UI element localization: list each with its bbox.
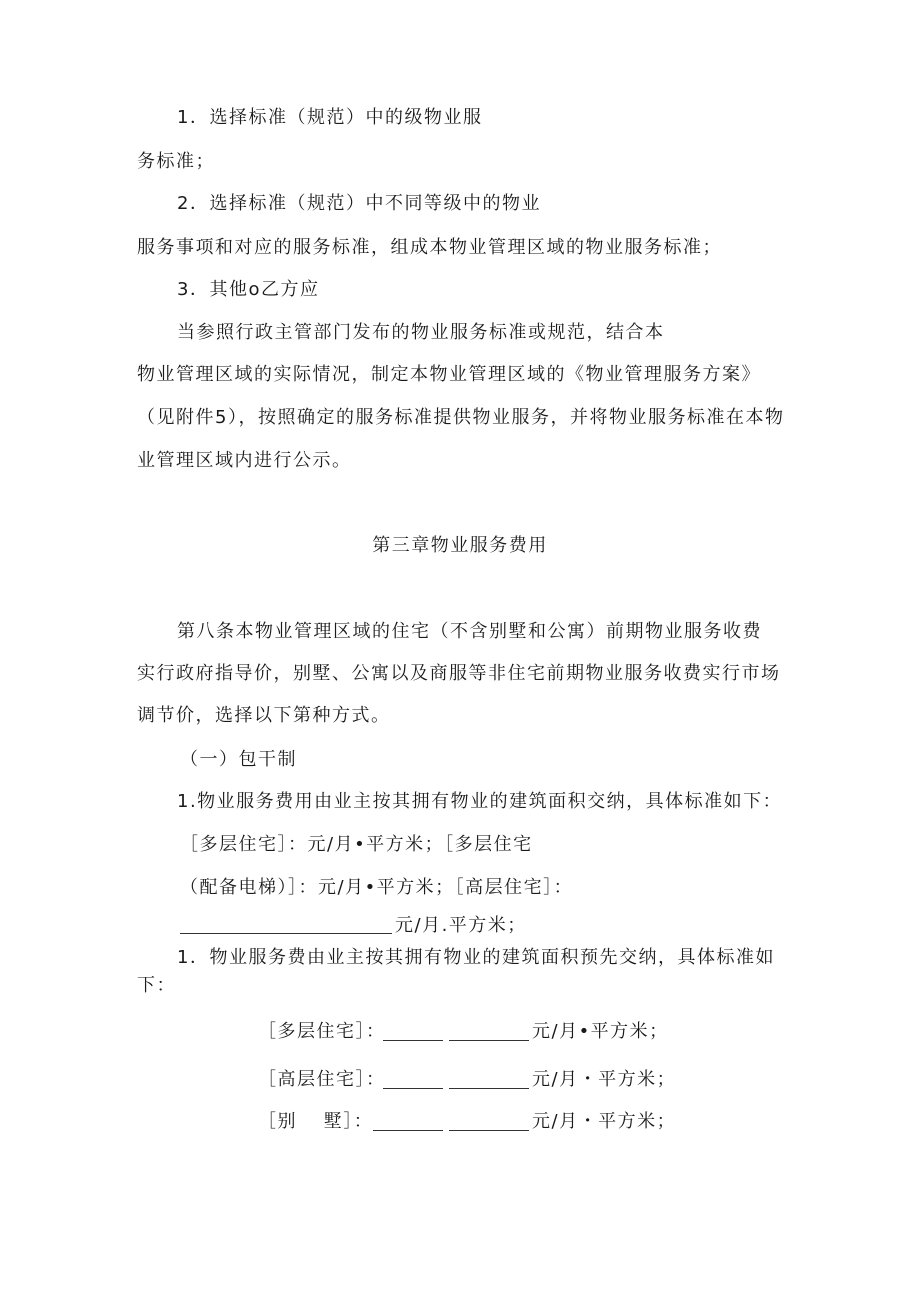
article-8-line-2: 实行政府指导价，别墅、公寓以及商服等非住宅前期物业服务收费实行市场 [137,663,781,684]
rate-row-unit: 元/月・平方米； [532,1069,677,1090]
rate-row-unit: 元/月•平方米； [532,1021,669,1042]
item-1-line-1: 1．选择标准（规范）中的级物业服 [177,107,483,128]
fee-1-line-2: ［多层住宅］：元/月•平方米；［多层住宅 [180,834,533,855]
article-8-line-1: 第八条本物业管理区域的住宅（不含别墅和公寓）前期物业服务收费 [177,621,762,642]
blank-line [180,933,392,934]
paragraph-line-3: （见附件5），按照确定的服务标准提供物业服务，并将物业服务标准在本物 [137,407,785,428]
fee-1-line-3: （配备电梯）］：元/月•平方米；［高层住宅］： [180,877,574,898]
option-lump-sum: （一）包干制 [180,749,297,770]
fee-1-line-1: 1.物业服务费用由业主按其拥有物业的建筑面积交纳，具体标准如下： [177,791,783,812]
rate-row-unit: 元/月・平方米； [532,1111,677,1132]
rate-row-label: ［多层住宅］： [258,1021,386,1042]
paragraph-line-4: 业管理区域内进行公示。 [137,450,352,471]
blank-line [449,1130,529,1131]
rate-row-label: ［高层住宅］： [258,1069,386,1090]
item-3: 3．其他o乙方应 [177,279,320,300]
blank-line [373,1130,443,1131]
item-1-line-2: 务标准； [137,151,215,172]
blank-line [449,1088,529,1089]
blank-line [383,1040,443,1041]
fee-1-line-4: 元/月.平方米； [395,915,527,936]
fee-2-line-1: 1．物业服务费由业主按其拥有物业的建筑面积预先交纳，具体标准如 [177,947,775,968]
item-2-line-1: 2．选择标准（规范）中不同等级中的物业 [177,193,541,214]
paragraph-line-1: 当参照行政主管部门发布的物业服务标准或规范，结合本 [177,322,665,343]
blank-line [383,1088,443,1089]
blank-line [449,1040,529,1041]
fee-2-line-2: 下： [137,975,176,996]
paragraph-line-2: 物业管理区域的实际情况，制定本物业管理区域的《物业管理服务方案》 [137,364,761,385]
rate-row-label: ［别 墅］： [258,1111,374,1132]
chapter-title: 第三章物业服务费用 [372,535,548,556]
article-8-line-3: 调节价，选择以下第种方式。 [137,705,391,726]
item-2-line-2: 服务事项和对应的服务标准，组成本物业管理区域的物业服务标准； [137,237,722,258]
